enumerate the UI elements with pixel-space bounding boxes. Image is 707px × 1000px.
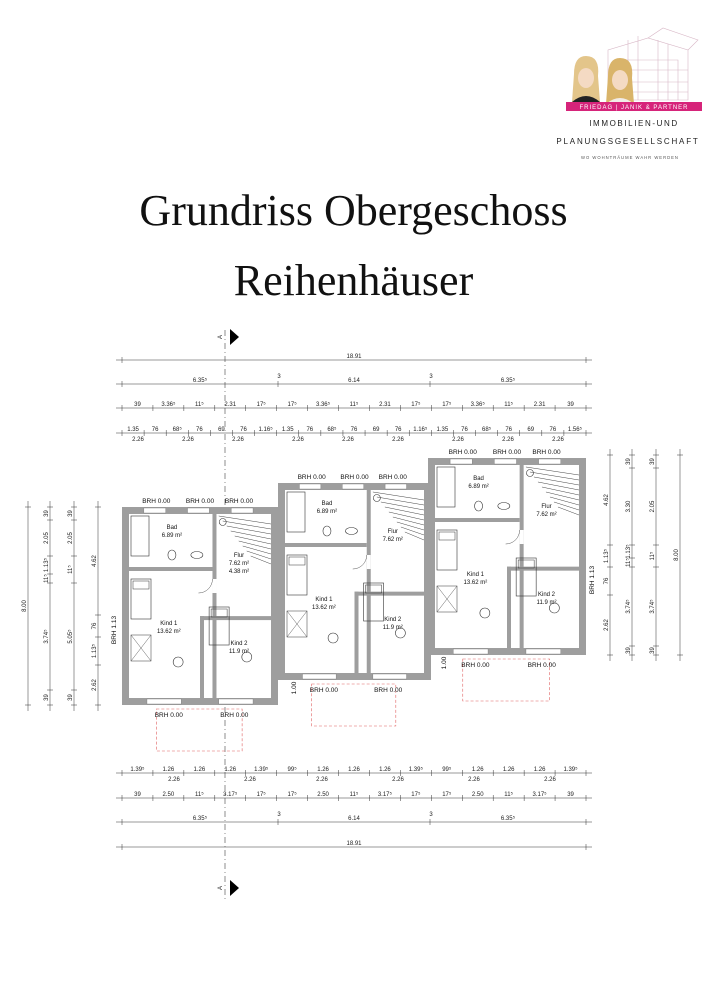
room-area-flur: 7.62 m²	[382, 537, 403, 543]
room-area-kind2: 11.9 m²	[536, 600, 557, 606]
dim-top-row3-label: 11⁵	[194, 402, 204, 408]
dim-right-col1-label: 2.62	[604, 619, 610, 631]
brh-label-top: BRH 0.00	[224, 498, 254, 505]
dim-bottom-row1-label: 1.26	[317, 767, 329, 773]
room-name-kind1: Kind 1	[160, 621, 178, 627]
door-gap	[520, 530, 524, 544]
dim-top-row4b-label: 2.26	[502, 437, 514, 443]
dim-bottom-row1-label: 1.26	[533, 767, 546, 773]
logo-portraits	[572, 56, 634, 104]
dim-top-row4a-label: 68⁵	[327, 427, 337, 433]
dim-right-col3-label: 3.74⁵	[650, 599, 656, 614]
section-marker-arrow	[230, 880, 239, 896]
dim-bottom-units-label: 6.14	[348, 816, 360, 822]
dim-top-row4a-label: 1.35	[281, 427, 294, 433]
window	[231, 508, 253, 513]
brh-label-bottom: BRH 0.00	[461, 662, 490, 669]
dim-left-col4-label: 1.13⁵	[92, 643, 98, 659]
dim-right-col3-label: 39	[650, 458, 656, 465]
window	[219, 699, 253, 704]
interior-wall	[435, 518, 520, 522]
window	[342, 484, 363, 489]
dim-top-row3-label: 2.31	[379, 402, 391, 408]
dim-right-col3-label: 11⁵	[650, 551, 656, 561]
brh-label-side-right: BRH 1.13	[589, 565, 596, 595]
brh-label-top: BRH 0.00	[185, 498, 215, 505]
dim-top-row4a-label: 1.35	[127, 427, 139, 433]
dim-bottom-row1b-label: 2.26	[316, 777, 328, 783]
window	[385, 484, 406, 489]
dim-wall-label: 3	[277, 812, 281, 818]
interior-wall	[212, 514, 216, 698]
dim-left-col3-label: 5.05⁵	[68, 629, 74, 644]
dim-bottom-row2-label: 17⁵	[287, 792, 297, 798]
dim-top-row4a-label: 1.16⁵	[413, 427, 428, 433]
interior-wall	[520, 465, 524, 648]
logo-graphic	[548, 20, 707, 180]
dim-right-col1-label: 4.62	[604, 494, 610, 506]
dim-left-col2-label: 39	[44, 694, 50, 701]
window	[302, 674, 336, 679]
window	[147, 699, 181, 704]
dim-bottom-row1-label: 1.39⁵	[130, 767, 145, 773]
dim-bottom-total-label: 18.91	[346, 841, 362, 847]
dim-left-col2-label: 1.13⁵	[44, 557, 50, 573]
interior-wall	[507, 567, 511, 648]
dim-bottom-row2-label: 17⁵	[411, 792, 421, 798]
dim-top-row4b-label: 2.26	[232, 437, 244, 443]
dim-top-row4a-label: 76	[240, 427, 247, 433]
dim-bottom-row2-label: 2.50	[162, 792, 175, 798]
logo-line1: IMMOBILIEN-UND	[589, 119, 679, 128]
dim-top-row4a-label: 1.16⁵	[258, 427, 273, 433]
dim-top-row4a-label: 76	[195, 427, 203, 433]
dim-bottom-row2-label: 3.17⁵	[223, 792, 238, 798]
brh-label-top: BRH 0.00	[297, 474, 326, 481]
dim-top-row4a-label: 76	[350, 427, 358, 433]
dim-left-col3-label: 39	[68, 510, 74, 517]
window	[539, 459, 561, 464]
dim-top-row4a-label: 69	[372, 427, 380, 433]
dim-bottom-row1-label: 1.26	[502, 767, 515, 773]
dim-top-row3-label: 39	[567, 402, 574, 408]
page-subtitle: Reihenhäuser	[233, 256, 474, 305]
dim-left-col4-label: 76	[92, 622, 98, 630]
dim-top-row4b-label: 2.26	[452, 437, 464, 443]
dim-top-row4a-label: 76	[461, 427, 468, 433]
dim-top-row4a-label: 1.35	[436, 427, 449, 433]
dim-top-row4b-label: 2.26	[552, 437, 564, 443]
brh-label-top: BRH 0.00	[142, 498, 171, 505]
brh-label-bottom: BRH 0.00	[527, 662, 556, 669]
dim-top-row3-label: 3.36⁵	[315, 402, 331, 408]
dim-top-units-label: 6.35⁵	[192, 378, 208, 384]
dim-top-row4a-label: 76	[394, 427, 402, 433]
window	[299, 484, 320, 489]
dim-right-outer-label: 8.00	[674, 549, 680, 561]
dim-bottom-row1-label: 1.26	[224, 767, 237, 773]
room-area-flur: 7.62 m²	[536, 512, 557, 518]
dim-left-col3-label: 2.05	[68, 532, 74, 544]
window	[144, 508, 166, 513]
room-area-kind1: 13.62 m²	[312, 605, 336, 611]
dim-left-outer-label: 8.00	[22, 600, 28, 612]
dim-top-row4a-label: 69	[218, 427, 225, 433]
dim-top-row4a-label: 1.56⁵	[567, 427, 583, 433]
brh-label-bottom: BRH 0.00	[220, 712, 249, 719]
dim-right-col2-label: 1.13⁵	[626, 544, 632, 559]
dim-right-col3-label: 2.05	[650, 500, 656, 513]
dim-bottom-row2-label: 17⁵	[442, 792, 452, 798]
room-name-kind1: Kind 1	[315, 597, 333, 603]
section-marker-label: A	[218, 885, 224, 891]
brh-label-top: BRH 0.00	[378, 474, 407, 481]
dim-bottom-row1-label: 1.26	[379, 767, 391, 773]
house-1	[122, 507, 278, 751]
dim-left-col2-label: 2.05	[44, 532, 50, 544]
door-gap	[367, 555, 371, 569]
window	[526, 649, 561, 654]
dim-top-row3-label: 2.31	[224, 402, 237, 408]
room-name-kind2: Kind 2	[537, 592, 556, 598]
house-2	[278, 483, 431, 726]
section-marker-label: A	[218, 334, 224, 340]
dim-bottom-units-label: 6.35⁵	[500, 816, 516, 822]
room-name-flur: Flur	[387, 529, 398, 535]
room-area-kind1: 13.62 m²	[156, 629, 181, 635]
dim-top-total-label: 18.91	[346, 354, 362, 360]
dim-left-col2-label: 3.74⁵	[44, 629, 50, 644]
interior-wall	[507, 567, 579, 571]
dim-left-col3-label: 11⁵	[68, 565, 74, 574]
dim-top-row4b-label: 2.26	[182, 437, 194, 443]
dim-bottom-row1-label: 1.26	[162, 767, 175, 773]
room-area-kind2: 11.9 m²	[229, 649, 249, 655]
dim-top-units-label: 6.14	[348, 378, 360, 384]
page-title: Grundriss Obergeschoss	[139, 186, 568, 235]
dim-bottom-row2-label: 39	[134, 792, 141, 798]
dim-right-col2-label: 39	[626, 458, 632, 465]
dim-bottom-row1b-label: 2.26	[544, 777, 556, 783]
window	[453, 649, 488, 654]
dim-right-col2-label: 11⁵	[626, 558, 632, 567]
dim-top-row4a-label: 69	[527, 427, 535, 433]
dim-bottom-row2-label: 2.50	[471, 792, 484, 798]
room-name-bad: Bad	[166, 525, 178, 531]
dim-bottom-row1-label: 99⁵	[442, 767, 452, 773]
dim-top-row3-label: 2.31	[533, 402, 546, 408]
room-area-bad: 6.89 m²	[468, 484, 489, 490]
dim-bottom-row1-label: 1.39⁵	[254, 767, 269, 773]
interior-wall	[200, 616, 271, 620]
dim-left-col3-label: 39	[68, 694, 74, 701]
dim-bottom-row1-label: 1.26	[471, 767, 484, 773]
dim-top-row3-label: 11⁵	[504, 402, 514, 408]
brh-label-side-left: BRH 1.13	[111, 615, 118, 645]
window	[494, 459, 516, 464]
interior-wall	[200, 616, 204, 698]
dim-top-row3-label: 17⁵	[256, 402, 266, 408]
dim-bottom-row1-label: 1.26	[348, 767, 360, 773]
dim-top-row4a-label: 68⁵	[172, 427, 182, 433]
room-name-kind1: Kind 1	[466, 572, 484, 578]
brh-label-top: BRH 0.00	[448, 449, 477, 456]
dim-bottom-row2-label: 11⁵	[504, 792, 514, 798]
dim-top-row4b-label: 2.26	[392, 437, 404, 443]
interior-wall	[129, 567, 212, 571]
logo-line2: PLANUNGSGESELLSCHAFT	[556, 137, 700, 146]
dim-bottom-units-label: 6.35⁵	[192, 816, 208, 822]
dim-top-row3-label: 17⁵	[442, 402, 452, 408]
dim-right-col3-label: 39	[650, 647, 656, 654]
dim-top-row4b-label: 2.26	[342, 437, 354, 443]
brh-height-label: 1.00	[291, 681, 298, 695]
dim-bottom-row1-label: 1.39⁵	[563, 767, 578, 773]
dim-wall-label: 3	[429, 374, 433, 380]
room-name-kind2: Kind 2	[384, 617, 402, 623]
window	[188, 508, 210, 513]
dim-top-row3-label: 17⁵	[411, 402, 421, 408]
dim-left-col4-label: 4.62	[92, 555, 98, 567]
room-area-flur-2: 4.38 m²	[228, 569, 250, 575]
dim-bottom-row1b-label: 2.26	[244, 777, 256, 783]
section-marker-arrow	[230, 329, 239, 345]
dim-bottom-row1-label: 1.39⁵	[408, 767, 423, 773]
room-name-bad: Bad	[321, 501, 333, 507]
brh-label-top: BRH 0.00	[340, 474, 369, 481]
room-area-bad: 6.89 m²	[161, 533, 183, 539]
dim-bottom-row1b-label: 2.26	[168, 777, 180, 783]
interior-wall	[367, 490, 371, 673]
brh-label-bottom: BRH 0.00	[154, 712, 183, 719]
dim-top-row4b-label: 2.26	[132, 437, 144, 443]
dim-right-col1-label: 1.13⁵	[604, 548, 610, 564]
door-gap	[212, 579, 216, 593]
window	[450, 459, 472, 464]
dim-wall-label: 3	[277, 374, 281, 380]
room-area-kind1: 13.62 m²	[463, 580, 488, 586]
dim-top-row4a-label: 76	[151, 427, 159, 433]
brh-label-bottom: BRH 0.00	[309, 687, 338, 694]
dim-left-col2-label: 11⁵	[44, 574, 50, 583]
interior-wall	[355, 592, 425, 596]
room-name-flur: Flur	[233, 553, 245, 559]
room-name-flur: Flur	[541, 504, 552, 510]
brh-label-bottom: BRH 0.00	[374, 687, 403, 694]
dim-bottom-row2-label: 11⁵	[194, 792, 204, 798]
dim-bottom-row2-label: 2.50	[317, 792, 329, 798]
room-name-kind2: Kind 2	[230, 641, 248, 647]
dim-right-col2-label: 3.30	[626, 500, 632, 513]
dim-bottom-row2-label: 39	[567, 792, 574, 798]
room-area-flur: 7.62 m²	[228, 561, 250, 567]
dim-top-row3-label: 17⁵	[287, 402, 297, 408]
dim-left-col4-label: 2.62	[92, 679, 98, 691]
room-area-bad: 6.89 m²	[316, 509, 338, 515]
house-3	[428, 458, 586, 701]
dim-bottom-row1-label: 99⁵	[287, 767, 297, 773]
dim-top-row4b-label: 2.26	[292, 437, 304, 443]
floor-plan	[0, 320, 707, 900]
dim-bottom-row2-label: 3.17⁵	[377, 792, 393, 798]
interior-wall	[285, 543, 367, 547]
dim-top-row3-label: 3.36⁵	[161, 402, 176, 408]
brh-label-top: BRH 0.00	[532, 449, 561, 456]
dim-top-row3-label: 39	[134, 402, 141, 408]
dim-top-row3-label: 11⁵	[349, 402, 359, 408]
dim-top-row4a-label: 76	[549, 427, 557, 433]
brh-label-top: BRH 0.00	[492, 449, 522, 456]
room-name-bad: Bad	[473, 476, 484, 482]
dim-bottom-row1-label: 1.26	[193, 767, 206, 773]
dim-top-row4a-label: 68⁵	[481, 427, 492, 433]
company-logo	[548, 20, 707, 180]
dim-right-col1-label: 76	[604, 577, 610, 585]
brh-height-label: 1.00	[441, 656, 448, 670]
window	[373, 674, 407, 679]
logo-slogan: WO WOHNTRÄUME WAHR WERDEN	[581, 155, 679, 160]
dim-top-units-label: 6.35⁵	[500, 378, 516, 384]
dim-top-row4a-label: 76	[306, 427, 314, 433]
dim-top-row3-label: 3.36⁵	[470, 402, 485, 408]
room-area-kind2: 11.9 m²	[382, 625, 403, 631]
dim-wall-label: 3	[429, 812, 433, 818]
dim-right-col2-label: 3.74⁵	[626, 599, 632, 614]
dim-bottom-row1b-label: 2.26	[392, 777, 404, 783]
logo-banner-text: FRIEDAG | JANIK & PARTNER	[579, 105, 689, 111]
dim-bottom-row1b-label: 2.26	[468, 777, 480, 783]
dim-top-row4a-label: 76	[505, 427, 513, 433]
dim-left-col2-label: 39	[44, 510, 50, 517]
dim-bottom-row2-label: 11⁵	[349, 792, 359, 798]
dim-bottom-row2-label: 3.17⁵	[532, 792, 547, 798]
dim-right-col2-label: 39	[626, 647, 632, 654]
interior-wall	[355, 592, 359, 673]
dim-bottom-row2-label: 17⁵	[256, 792, 266, 798]
